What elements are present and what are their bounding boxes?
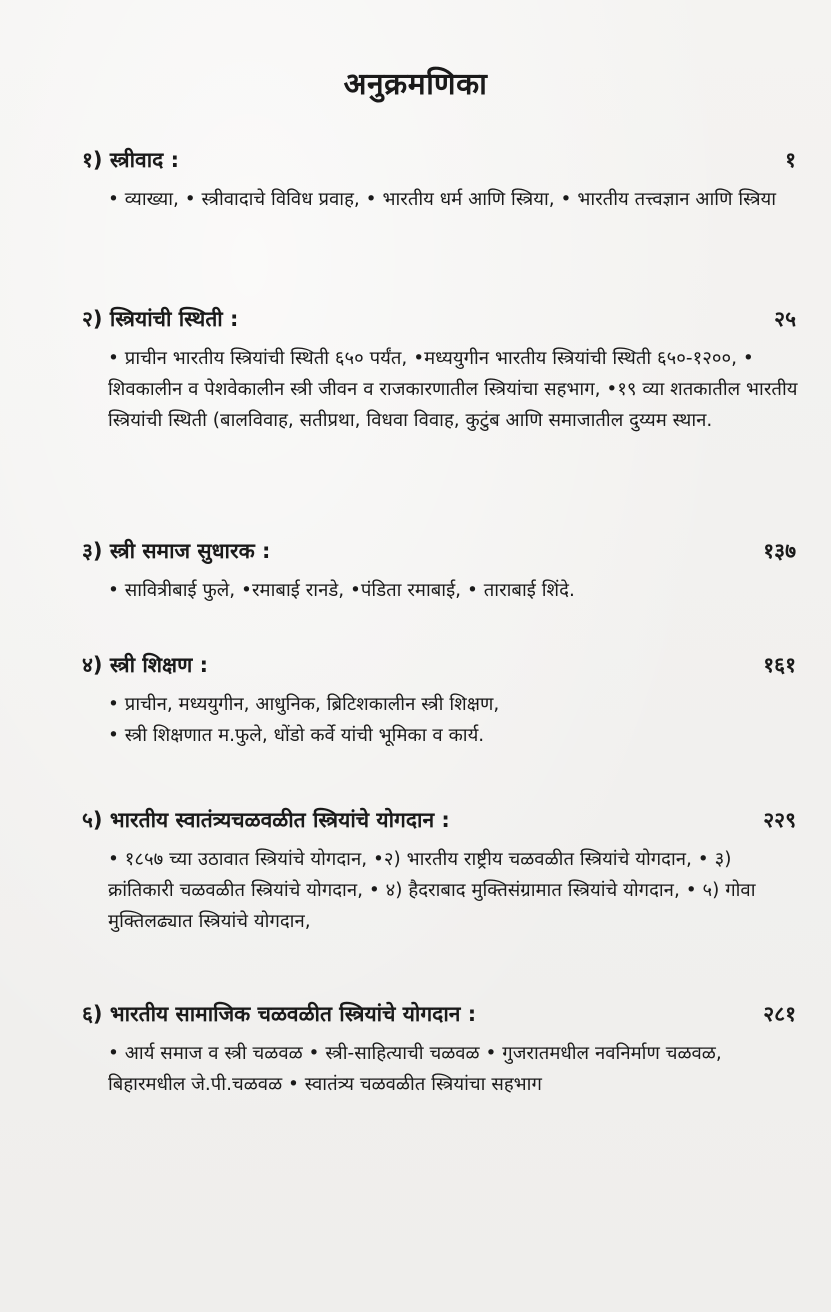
toc-section-page-number: १३७ (763, 539, 796, 563)
toc-section-body (108, 844, 802, 937)
toc-section-heading: ३) स्त्री समाज सुधारक : (82, 539, 271, 563)
toc-section-heading-row (82, 806, 802, 840)
toc-section-heading-row (82, 1000, 802, 1034)
toc-section-1 (82, 146, 802, 215)
toc-section-body (108, 1038, 802, 1100)
toc-section-page-number: २८१ (763, 1002, 796, 1026)
toc-section-line: • व्याख्या, • स्त्रीवादाचे विविध प्रवाह, • भारतीय धर्म आणि स्त्रिया, • भारतीय तत्त्वज्ञान आणि स्त्रिया (108, 189, 777, 210)
toc-section-2 (82, 305, 802, 436)
toc-section-page-number: २२९ (763, 808, 796, 832)
toc-section-page-number: २५ (774, 307, 796, 331)
toc-section-heading-row (82, 537, 802, 571)
toc-section-body (108, 575, 802, 606)
toc-section-4 (82, 651, 802, 751)
toc-section-heading-row (82, 146, 802, 180)
toc-section-line: • स्त्री शिक्षणात म.फुले, धोंडो कर्वे यांची भूमिका व कार्य. (108, 725, 485, 746)
toc-section-line: • प्राचीन भारतीय स्त्रियांची स्थिती ६५० पर्यंत, •मध्ययुगीन भारतीय स्त्रियांची स्थिती ६५०-१२००, • शिवकालीन व पेशवेकालीन स्त्री जीवन व राजकारणातील स्त्रियांचा सहभाग, •१९ व्या शतकातील भारतीय स्त्रियांची स्थिती (बालविवाह, सतीप्रथा, विधवा विवाह, कुटुंब आणि समाजातील दुय्यम स्थान. (108, 348, 798, 431)
toc-section-line: • १८५७ च्या उठावात स्त्रियांचे योगदान, •२) भारतीय राष्ट्रीय चळवळीत स्त्रियांचे योगदान, • ३) क्रांतिकारी चळवळीत स्त्रियांचे योगदान, • ४) हैदराबाद मुक्तिसंग्रामात स्त्रियांचे योगदान, • ५) गोवा मुक्तिलढ्यात स्त्रियांचे योगदान, (108, 849, 756, 932)
toc-section-body (108, 184, 802, 215)
toc-section-heading-row (82, 651, 802, 685)
toc-section-page-number: १ (785, 148, 796, 172)
toc-section-heading: ५) भारतीय स्वातंत्र्यचळवळीत स्त्रियांचे योगदान : (82, 808, 450, 832)
toc-section-line: • आर्य समाज व स्त्री चळवळ • स्त्री-साहित्याची चळवळ • गुजरातमधील नवनिर्माण चळवळ, बिहारमधील जे.पी.चळवळ • स्वातंत्र्य चळवळीत स्त्रियांचा सहभाग (108, 1043, 722, 1095)
toc-section-heading: ६) भारतीय सामाजिक चळवळीत स्त्रियांचे योगदान : (82, 1002, 477, 1026)
page-title: अनुक्रमणिका (343, 67, 488, 102)
toc-section-heading-row (82, 305, 802, 339)
toc-section-heading: ४) स्त्री शिक्षण : (82, 653, 209, 677)
toc-section-heading: १) स्त्रीवाद : (82, 148, 180, 172)
toc-section-line: • सावित्रीबाई फुले, •रमाबाई रानडे, •पंडिता रमाबाई, • ताराबाई शिंदे. (108, 580, 575, 601)
toc-section-line: • प्राचीन, मध्ययुगीन, आधुनिक, ब्रिटिशकालीन स्त्री शिक्षण, (108, 694, 500, 715)
toc-section-body (108, 689, 802, 751)
toc-section-page-number: १६१ (763, 653, 796, 677)
toc-section-5 (82, 806, 802, 937)
toc-section-body (108, 343, 802, 436)
toc-section-heading: २) स्त्रियांची स्थिती : (82, 307, 239, 331)
toc-section-3 (82, 537, 802, 606)
toc-section-6 (82, 1000, 802, 1100)
